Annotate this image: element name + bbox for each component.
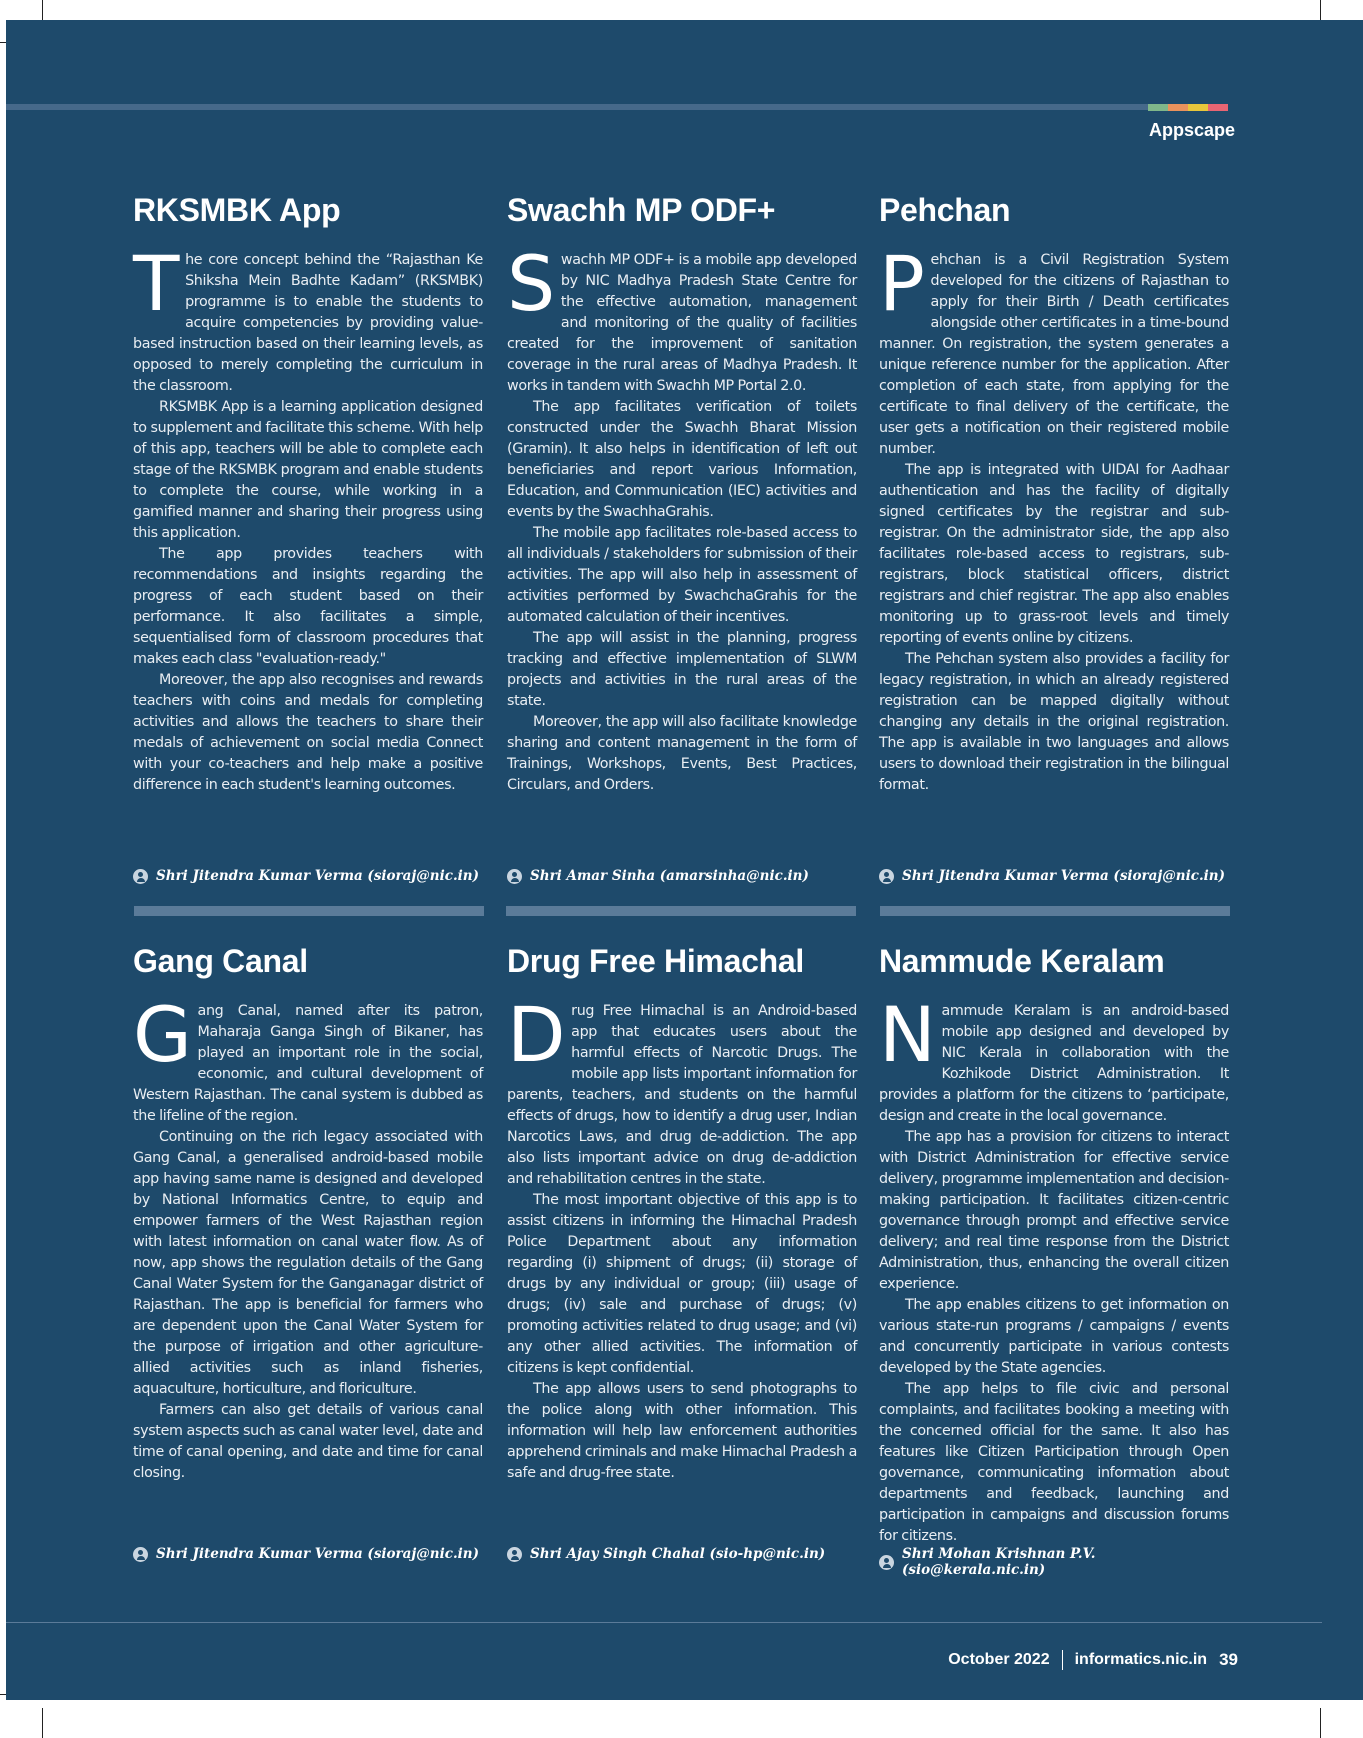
website: informatics.nic.in (1074, 1651, 1208, 1668)
stripe-orange (1168, 104, 1188, 111)
crop-mark (42, 1708, 43, 1738)
header-rule (6, 104, 1228, 110)
article-rksmbk (133, 190, 483, 796)
article-drug-free-himachal (507, 941, 857, 1484)
article-paragraph: The mobile app facilitates role-based access to all individuals / stakeholders for submission of their activities. The app will also help in assessment of activities performed by SwachchaGrahis for the automated calculation of their incentives. (507, 525, 857, 625)
article-pehchan (879, 190, 1229, 796)
author-byline (133, 1546, 483, 1562)
row-divider (880, 906, 1230, 916)
color-stripes (1148, 104, 1228, 111)
author-name: Shri Jitendra Kumar Verma (sioraj@nic.in) (156, 1546, 479, 1562)
person-icon (133, 1547, 148, 1562)
article-paragraph: Drug Free Himachal is an Android-based app that educates users about the harmful effects of Narcotic Drugs. The mobile app lists important information for parents, teachers, and students on the harmful effects of drugs, how to identify a drug user, Indian Narcotics Laws, and drug de-addiction. The app also lists important advice on drug de-addiction and rehabilitation centres in the state. (507, 990, 857, 1187)
article-paragraph: Moreover, the app also recognises and rewards teachers with coins and medals for completing activities and allows the teachers to share their medals of achievement on social media Connect with your co-teachers and help make a positive difference in each student's learning outcomes. (133, 672, 483, 793)
crop-mark (1320, 1708, 1321, 1738)
author-name: Shri Ajay Singh Chahal (sio-hp@nic.in) (530, 1546, 826, 1562)
author-byline (133, 868, 483, 884)
article-title: Pehchan (879, 192, 1011, 228)
author-name: Shri Amar Sinha (amarsinha@nic.in) (530, 868, 809, 884)
article-paragraph: The app helps to file civic and personal complaints, and facilitates booking a meeting with the concerned official for the same. It also has features like Citizen Participation through Open governance, communicating information about departments and feedback, launching and participation in campaigns and discussion forums for citizens. (879, 1381, 1229, 1544)
row-divider (506, 906, 856, 916)
article-paragraph: RKSMBK App is a learning application designed to supplement and facilitate this scheme. With help of this app, teachers will be able to complete each stage of the RKSMBK program and enable students to complete the course, while working in a gamified manner and sharing their progress using this application. (133, 399, 483, 541)
article-paragraph: The Pehchan system also provides a facility for legacy registration, in which an already registered registration can be mapped digitally without changing any details in the original registration. The app is available in two languages and allows users to download their registration in the bilingual format. (879, 651, 1229, 793)
article-title: Swachh MP ODF+ (507, 192, 776, 228)
author-name: Shri Mohan Krishnan P.V. (sio@kerala.nic.in) (902, 1546, 1096, 1578)
person-icon (507, 869, 522, 884)
article-paragraph: The app will assist in the planning, progress tracking and effective implementation of SLWM projects and activities in the rural areas of the state. (507, 630, 857, 709)
stripe-red (1208, 104, 1228, 111)
person-icon (879, 869, 894, 884)
article-paragraph: Gang Canal, named after its patron, Maharaja Ganga Singh of Bikaner, has played an important role in the social, economic, and cultural development of Western Rajasthan. The canal system is dubbed as the lifeline of the region. (133, 990, 483, 1124)
author-name: Shri Jitendra Kumar Verma (sioraj@nic.in) (156, 868, 479, 884)
article-title: RKSMBK App (133, 192, 341, 228)
article-gang-canal (133, 941, 483, 1484)
page-number: 39 (1219, 1650, 1238, 1669)
article-title: Gang Canal (133, 943, 308, 979)
article-title: Nammude Keralam (879, 943, 1165, 979)
row-divider (134, 906, 484, 916)
article-paragraph: Swachh MP ODF+ is a mobile app developed by NIC Madhya Pradesh State Centre for the effective automation, management and monitoring of the quality of facilities created for the improvement of sanitation coverage in the rural areas of Madhya Pradesh. It works in tandem with Swachh MP Portal 2.0. (507, 239, 857, 394)
issue-date: October 2022 (948, 1651, 1050, 1668)
article-title: Drug Free Himachal (507, 943, 804, 979)
article-paragraph: The app has a provision for citizens to interact with District Administration for effective service delivery, programme implementation and decision-making participation. It facilitates citizen-centric governance through prompt and effective service delivery; and real time response from the District Administration, thus, enhancing the overall citizen experience. (879, 1129, 1229, 1292)
article-paragraph: Pehchan is a Civil Registration System developed for the citizens of Rajasthan to apply for their Birth / Death certificates alongside other certificates in a time-bound manner. On registration, the system generates a unique reference number for the application. After completion of each state, from applying for the certificate to final delivery of the certificate, the user gets a notification on their registered mobile number. (879, 239, 1229, 457)
article-swachh-mp (507, 190, 857, 796)
author-byline (879, 868, 1229, 884)
author-byline (879, 1546, 1229, 1578)
article-paragraph: The core concept behind the “Rajasthan Ke Shiksha Mein Badhte Kadam” (RKSMBK) programme is to enable the students to acquire competencies by providing value-based instruction based on their learning levels, as opposed to merely completing the curriculum in the classroom. (133, 239, 483, 394)
magazine-page (6, 20, 1363, 1700)
article-paragraph: The app provides teachers with recommendations and insights regarding the progress of each student based on their performance. It also facilitates a simple, sequentialised form of classroom procedures that makes each class "evaluation-ready." (133, 546, 483, 667)
article-paragraph: The most important objective of this app is to assist citizens in informing the Himachal Pradesh Police Department about any information regarding (i) shipment of drugs; (ii) storage of drugs by any individual or group; (iii) usage of drugs; (iv) sale and purchase of drugs; (v) promoting activities related to drug usage; and (vi) any other allied activities. The information of citizens is kept confidential. (507, 1192, 857, 1376)
page-footer (948, 1650, 1238, 1670)
article-paragraph: Continuing on the rich legacy associated with Gang Canal, a generalised android-based mobile app having same name is designed and developed by National Informatics Centre, to equip and empower farmers of the West Rajasthan region with latest information on canal water flow. As of now, app shows the regulation details of the Gang Canal Water System for the Ganganagar district of Rajasthan. The app is beneficial for farmers who are dependent upon the Canal Water System for the purpose of irrigation and other agriculture-allied activities such as inland fisheries, aquaculture, horticulture, and floriculture. (133, 1129, 483, 1397)
article-paragraph: The app facilitates verification of toilets constructed under the Swachh Bharat Mission (Gramin). It also helps in identification of left out beneficiaries and report various Information, Education, and Communication (IEC) activities and events by the SwachhaGrahis. (507, 399, 857, 520)
stripe-yellow (1188, 104, 1208, 111)
article-paragraph: The app enables citizens to get information on various state-run programs / campaigns / events and concurrently participate in various contests developed by the State agencies. (879, 1297, 1229, 1376)
author-byline (507, 868, 857, 884)
article-paragraph: Nammude Keralam is an android-based mobile app designed and developed by NIC Kerala in collaboration with the Kozhikode District Administration. It provides a platform for the citizens to ‘participate, design and create in the local governance. (879, 990, 1229, 1124)
article-nammude-keralam (879, 941, 1229, 1547)
person-icon (879, 1555, 894, 1570)
article-paragraph: Moreover, the app will also facilitate knowledge sharing and content management in the form of Trainings, Workshops, Events, Best Practices, Circulars, and Orders. (507, 714, 857, 793)
person-icon (507, 1547, 522, 1562)
article-paragraph: Farmers can also get details of various canal system aspects such as canal water level, date and time of canal opening, and date and time for canal closing. (133, 1402, 483, 1481)
author-name: Shri Jitendra Kumar Verma (sioraj@nic.in) (902, 868, 1225, 884)
article-paragraph: The app is integrated with UIDAI for Aadhaar authentication and has the facility of digitally signed certificates by the registrar and sub-registrar. On the administrator side, the app also facilitates role-based access to registrars, sub-registrars, block statistical officers, district registrars and chief registrar. The app also enables monitoring up to grass-root levels and timely reporting of events online by citizens. (879, 462, 1229, 646)
author-byline (507, 1546, 857, 1562)
footer-rule (6, 1622, 1322, 1623)
stripe-green (1148, 104, 1168, 111)
footer-separator (1062, 1650, 1063, 1670)
section-label: Appscape (1148, 120, 1235, 140)
person-icon (133, 869, 148, 884)
article-paragraph: The app allows users to send photographs to the police along with other information. This information will help law enforcement authorities apprehend criminals and make Himachal Pradesh a safe and drug-free state. (507, 1381, 857, 1481)
